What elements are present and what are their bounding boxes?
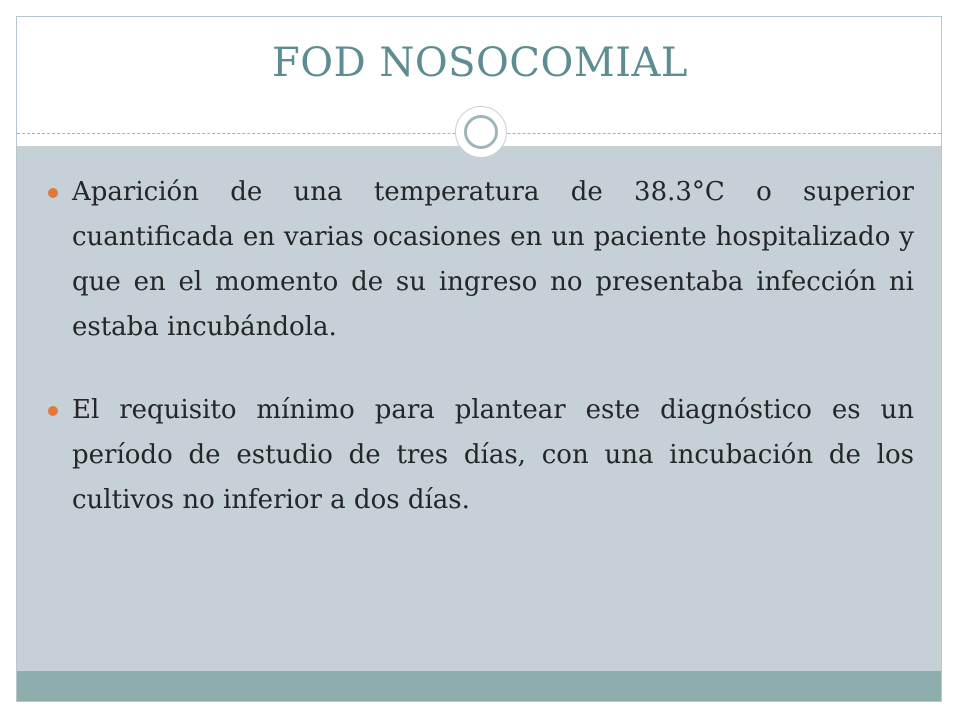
bullet-dot-icon	[48, 188, 58, 198]
bullet-list	[72, 170, 914, 561]
bullet-item	[72, 170, 914, 350]
bullet-item	[72, 388, 914, 523]
bullet-text: El requisito mínimo para plantear este diagnóstico es un período de estudio de tres días, con una incubación de los cultivos no inferior a dos días.	[72, 395, 914, 515]
slide-title: FOD NOSOCOMIAL	[272, 40, 688, 86]
bullet-text: Aparición de una temperatura de 38.3°C o superior cuantificada en varias ocasiones en un paciente hospitalizado y que en el momento de su ingreso no presentaba infección ni estaba incubándola.	[72, 177, 914, 342]
bullet-dot-icon	[48, 406, 58, 416]
footer-bar	[17, 671, 941, 701]
ring-ornament-icon	[455, 106, 507, 158]
ring-ornament-inner	[464, 115, 498, 149]
